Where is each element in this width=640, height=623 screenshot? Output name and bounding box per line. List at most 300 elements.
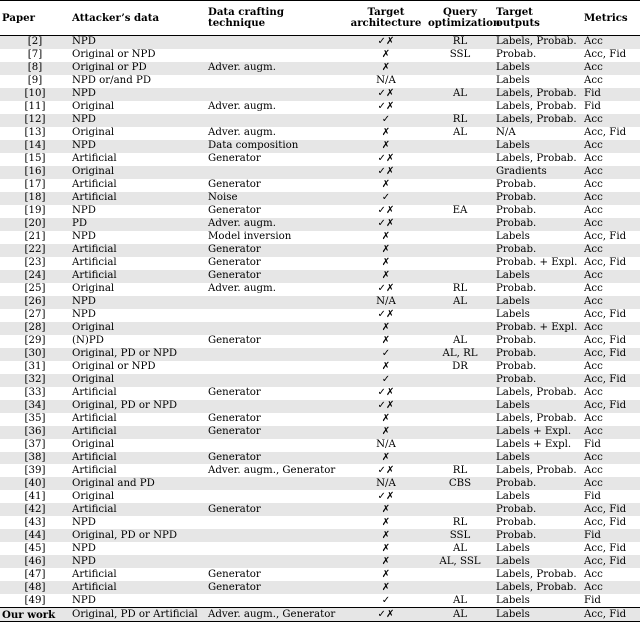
- table-row: [0, 555, 640, 568]
- cell-paper: [7]: [0, 49, 70, 62]
- cell-attacker-data: PD: [70, 218, 206, 231]
- cell-technique: [206, 75, 346, 88]
- cell-paper: [26]: [0, 296, 70, 309]
- cell-paper: [23]: [0, 257, 70, 270]
- cell-target-outputs: Probab.: [494, 361, 582, 374]
- cell-technique: Noise: [206, 192, 346, 205]
- table-row: [0, 101, 640, 114]
- cell-target-outputs: Labels: [494, 75, 582, 88]
- cell-paper: [30]: [0, 348, 70, 361]
- cell-architecture: N/A: [346, 296, 426, 309]
- table-row: [0, 244, 640, 257]
- cell-query-optimization: AL: [426, 542, 494, 555]
- cell-target-outputs: Labels, Probab.: [494, 581, 582, 594]
- cell-query-optimization: AL: [426, 594, 494, 607]
- cell-attacker-data: Artificial: [70, 257, 206, 270]
- cell-metrics: Acc: [582, 179, 640, 192]
- cell-technique: [206, 36, 346, 49]
- cell-attacker-data: NPD: [70, 309, 206, 322]
- cell-paper: [29]: [0, 335, 70, 348]
- table-row: [0, 192, 640, 205]
- cell-metrics: Acc: [582, 244, 640, 257]
- cell-paper: [35]: [0, 413, 70, 426]
- cell-paper: [19]: [0, 205, 70, 218]
- cell-technique: [206, 114, 346, 127]
- cell-target-outputs: Probab.: [494, 335, 582, 348]
- cell-attacker-data: Original: [70, 101, 206, 114]
- cell-paper: [21]: [0, 231, 70, 244]
- cell-metrics: Fid: [582, 88, 640, 101]
- cell-architecture: ✓✗: [346, 464, 426, 477]
- cell-paper: [45]: [0, 542, 70, 555]
- cell-attacker-data: Original: [70, 439, 206, 452]
- cell-architecture: ✗: [346, 413, 426, 426]
- cell-target-outputs: Probab.: [494, 348, 582, 361]
- cell-query-optimization: AL: [426, 335, 494, 348]
- cell-attacker-data: NPD: [70, 542, 206, 555]
- cell-metrics: Acc: [582, 322, 640, 335]
- cell-query-optimization: [426, 426, 494, 439]
- cell-architecture: ✗: [346, 361, 426, 374]
- table-row: [0, 387, 640, 400]
- cell-architecture: ✓✗: [346, 166, 426, 179]
- cell-technique: [206, 166, 346, 179]
- cell-metrics: Acc: [582, 581, 640, 594]
- table-row: [0, 218, 640, 231]
- cell-metrics: Acc, Fid: [582, 503, 640, 516]
- cell-metrics: Fid: [582, 594, 640, 607]
- table-row: [0, 413, 640, 426]
- cell-technique: [206, 348, 346, 361]
- table-row: [0, 231, 640, 244]
- cell-target-outputs: Probab.: [494, 192, 582, 205]
- cell-metrics: Acc: [582, 477, 640, 490]
- cell-attacker-data: NPD: [70, 36, 206, 49]
- cell-attacker-data: NPD: [70, 140, 206, 153]
- cell-query-optimization: SSL: [426, 529, 494, 542]
- cell-target-outputs: Probab.: [494, 244, 582, 257]
- table-row: [0, 439, 640, 452]
- cell-query-optimization: AL: [426, 88, 494, 101]
- cell-metrics: Acc, Fid: [582, 348, 640, 361]
- cell-query-optimization: CBS: [426, 477, 494, 490]
- table-row: [0, 179, 640, 192]
- cell-metrics: Acc: [582, 205, 640, 218]
- cell-architecture: ✓✗: [346, 608, 426, 622]
- cell-technique: Generator: [206, 270, 346, 283]
- cell-architecture: ✗: [346, 503, 426, 516]
- cell-query-optimization: [426, 257, 494, 270]
- cell-paper: [17]: [0, 179, 70, 192]
- cell-target-outputs: Probab.: [494, 503, 582, 516]
- cell-attacker-data: Artificial: [70, 179, 206, 192]
- table-row: [0, 477, 640, 490]
- cell-architecture: ✓✗: [346, 218, 426, 231]
- cell-paper: [20]: [0, 218, 70, 231]
- cell-attacker-data: Original or NPD: [70, 49, 206, 62]
- cell-target-outputs: Labels, Probab.: [494, 88, 582, 101]
- cell-paper: [24]: [0, 270, 70, 283]
- cell-attacker-data: Original: [70, 127, 206, 140]
- cell-target-outputs: Labels: [494, 62, 582, 75]
- cell-paper: [9]: [0, 75, 70, 88]
- cell-metrics: Acc: [582, 140, 640, 153]
- cell-attacker-data: NPD: [70, 594, 206, 607]
- header-row: [0, 1, 640, 36]
- cell-architecture: ✓: [346, 114, 426, 127]
- cell-attacker-data: Original or NPD: [70, 361, 206, 374]
- cell-metrics: Fid: [582, 101, 640, 114]
- cell-target-outputs: Labels, Probab.: [494, 153, 582, 166]
- cell-query-optimization: [426, 166, 494, 179]
- cell-paper: [28]: [0, 322, 70, 335]
- cell-attacker-data: Original: [70, 374, 206, 387]
- cell-target-outputs: Labels, Probab.: [494, 568, 582, 581]
- cell-architecture: ✗: [346, 179, 426, 192]
- cell-technique: [206, 594, 346, 607]
- cell-query-optimization: [426, 192, 494, 205]
- cell-query-optimization: [426, 244, 494, 257]
- cell-attacker-data: NPD: [70, 516, 206, 529]
- cell-target-outputs: Labels: [494, 542, 582, 555]
- cell-query-optimization: [426, 452, 494, 465]
- table-row: [0, 542, 640, 555]
- header-query-optimization: Query optimization: [426, 1, 494, 36]
- cell-paper: [42]: [0, 503, 70, 516]
- table-header: [0, 1, 640, 36]
- cell-target-outputs: Labels: [494, 231, 582, 244]
- header-data-crafting-technique: Data crafting technique: [206, 1, 346, 36]
- cell-architecture: N/A: [346, 75, 426, 88]
- cell-metrics: Fid: [582, 490, 640, 503]
- cell-query-optimization: [426, 581, 494, 594]
- table-row: [0, 529, 640, 542]
- cell-technique: Generator: [206, 153, 346, 166]
- table-body: [0, 36, 640, 622]
- cell-attacker-data: Original: [70, 283, 206, 296]
- cell-paper: [41]: [0, 490, 70, 503]
- table-row: [0, 516, 640, 529]
- table-row: [0, 608, 640, 622]
- cell-paper: [43]: [0, 516, 70, 529]
- cell-paper: [32]: [0, 374, 70, 387]
- cell-metrics: Acc, Fid: [582, 555, 640, 568]
- cell-attacker-data: Artificial: [70, 503, 206, 516]
- table-row: [0, 140, 640, 153]
- cell-metrics: Acc: [582, 361, 640, 374]
- cell-architecture: ✓: [346, 594, 426, 607]
- cell-metrics: Acc: [582, 270, 640, 283]
- cell-query-optimization: [426, 439, 494, 452]
- cell-attacker-data: Artificial: [70, 270, 206, 283]
- cell-query-optimization: RL: [426, 114, 494, 127]
- cell-query-optimization: AL, SSL: [426, 555, 494, 568]
- cell-technique: [206, 490, 346, 503]
- header-attacker-data: Attacker’s data: [70, 1, 206, 36]
- cell-target-outputs: Labels, Probab.: [494, 36, 582, 49]
- table-row: [0, 166, 640, 179]
- cell-architecture: ✓✗: [346, 205, 426, 218]
- cell-target-outputs: Probab.: [494, 205, 582, 218]
- cell-target-outputs: Probab.: [494, 49, 582, 62]
- cell-technique: [206, 400, 346, 413]
- cell-metrics: Acc, Fid: [582, 231, 640, 244]
- cell-query-optimization: [426, 503, 494, 516]
- cell-architecture: ✓✗: [346, 283, 426, 296]
- cell-query-optimization: SSL: [426, 49, 494, 62]
- cell-attacker-data: Original and PD: [70, 477, 206, 490]
- table-row: [0, 114, 640, 127]
- cell-query-optimization: RL: [426, 36, 494, 49]
- cell-architecture: ✗: [346, 516, 426, 529]
- cell-attacker-data: Artificial: [70, 464, 206, 477]
- header-target-outputs: Target outputs: [494, 1, 582, 36]
- cell-architecture: ✗: [346, 257, 426, 270]
- table-row: [0, 153, 640, 166]
- cell-target-outputs: Labels: [494, 555, 582, 568]
- table-row: [0, 49, 640, 62]
- cell-metrics: Acc: [582, 413, 640, 426]
- cell-technique: Generator: [206, 503, 346, 516]
- cell-architecture: ✓✗: [346, 36, 426, 49]
- cell-metrics: Fid: [582, 439, 640, 452]
- cell-paper: [25]: [0, 283, 70, 296]
- cell-technique: [206, 516, 346, 529]
- cell-paper: [15]: [0, 153, 70, 166]
- cell-attacker-data: Original, PD or NPD: [70, 529, 206, 542]
- cell-paper: [47]: [0, 568, 70, 581]
- cell-query-optimization: EA: [426, 205, 494, 218]
- cell-target-outputs: Probab. + Expl.: [494, 322, 582, 335]
- cell-technique: Generator: [206, 426, 346, 439]
- cell-technique: Generator: [206, 179, 346, 192]
- cell-paper: [18]: [0, 192, 70, 205]
- table-row: [0, 322, 640, 335]
- cell-metrics: Acc, Fid: [582, 608, 640, 622]
- cell-attacker-data: NPD: [70, 231, 206, 244]
- cell-technique: [206, 542, 346, 555]
- cell-metrics: Acc, Fid: [582, 400, 640, 413]
- cell-metrics: Acc, Fid: [582, 542, 640, 555]
- cell-attacker-data: NPD: [70, 114, 206, 127]
- table-row: [0, 374, 640, 387]
- cell-attacker-data: NPD: [70, 88, 206, 101]
- table-row: [0, 581, 640, 594]
- cell-metrics: Acc: [582, 114, 640, 127]
- cell-query-optimization: [426, 387, 494, 400]
- cell-architecture: ✓✗: [346, 153, 426, 166]
- cell-query-optimization: [426, 400, 494, 413]
- table-row: [0, 464, 640, 477]
- cell-technique: [206, 529, 346, 542]
- cell-query-optimization: [426, 568, 494, 581]
- cell-query-optimization: [426, 322, 494, 335]
- cell-paper: [10]: [0, 88, 70, 101]
- cell-architecture: N/A: [346, 439, 426, 452]
- cell-query-optimization: [426, 490, 494, 503]
- table-row: [0, 127, 640, 140]
- cell-architecture: ✓✗: [346, 101, 426, 114]
- cell-architecture: ✗: [346, 322, 426, 335]
- cell-target-outputs: Labels + Expl.: [494, 439, 582, 452]
- cell-metrics: Acc: [582, 153, 640, 166]
- cell-target-outputs: Probab. + Expl.: [494, 257, 582, 270]
- cell-architecture: ✓✗: [346, 387, 426, 400]
- cell-query-optimization: [426, 179, 494, 192]
- table-row: [0, 348, 640, 361]
- header-target-architecture: Target architecture: [346, 1, 426, 36]
- cell-query-optimization: DR: [426, 361, 494, 374]
- cell-metrics: Acc: [582, 426, 640, 439]
- cell-attacker-data: Original, PD or NPD: [70, 400, 206, 413]
- cell-metrics: Acc: [582, 218, 640, 231]
- table-row: [0, 568, 640, 581]
- cell-technique: Generator: [206, 387, 346, 400]
- cell-architecture: ✗: [346, 49, 426, 62]
- cell-attacker-data: NPD: [70, 555, 206, 568]
- cell-attacker-data: Original: [70, 490, 206, 503]
- table-row: [0, 62, 640, 75]
- cell-architecture: ✓✗: [346, 309, 426, 322]
- cell-target-outputs: Probab.: [494, 179, 582, 192]
- cell-metrics: Acc: [582, 192, 640, 205]
- cell-technique: [206, 309, 346, 322]
- cell-paper: [27]: [0, 309, 70, 322]
- cell-paper: [31]: [0, 361, 70, 374]
- cell-metrics: Acc: [582, 166, 640, 179]
- cell-attacker-data: Artificial: [70, 153, 206, 166]
- cell-paper: [37]: [0, 439, 70, 452]
- table-row: [0, 75, 640, 88]
- cell-target-outputs: Probab.: [494, 516, 582, 529]
- cell-paper: [34]: [0, 400, 70, 413]
- cell-target-outputs: Labels, Probab.: [494, 464, 582, 477]
- cell-metrics: Acc: [582, 62, 640, 75]
- table-row: [0, 426, 640, 439]
- cell-technique: [206, 477, 346, 490]
- cell-technique: Generator: [206, 452, 346, 465]
- cell-query-optimization: AL: [426, 127, 494, 140]
- table-row: [0, 283, 640, 296]
- cell-target-outputs: Labels: [494, 490, 582, 503]
- cell-paper: [11]: [0, 101, 70, 114]
- cell-technique: Data composition: [206, 140, 346, 153]
- cell-architecture: ✗: [346, 426, 426, 439]
- cell-architecture: ✗: [346, 555, 426, 568]
- cell-architecture: ✗: [346, 244, 426, 257]
- cell-paper: [8]: [0, 62, 70, 75]
- table-row: [0, 361, 640, 374]
- cell-target-outputs: Labels + Expl.: [494, 426, 582, 439]
- cell-paper: Our work: [0, 608, 70, 622]
- cell-architecture: ✗: [346, 568, 426, 581]
- table-row: [0, 309, 640, 322]
- cell-technique: Generator: [206, 581, 346, 594]
- cell-paper: [39]: [0, 464, 70, 477]
- cell-metrics: Acc: [582, 36, 640, 49]
- cell-attacker-data: Original: [70, 166, 206, 179]
- table-row: [0, 335, 640, 348]
- cell-paper: [14]: [0, 140, 70, 153]
- cell-target-outputs: Labels: [494, 452, 582, 465]
- cell-architecture: ✗: [346, 62, 426, 75]
- cell-architecture: ✓: [346, 348, 426, 361]
- cell-attacker-data: Artificial: [70, 568, 206, 581]
- cell-query-optimization: [426, 413, 494, 426]
- cell-technique: Adver. augm.: [206, 62, 346, 75]
- cell-paper: [2]: [0, 36, 70, 49]
- cell-query-optimization: AL, RL: [426, 348, 494, 361]
- cell-target-outputs: Labels, Probab.: [494, 114, 582, 127]
- cell-architecture: ✓✗: [346, 88, 426, 101]
- cell-target-outputs: Labels: [494, 594, 582, 607]
- cell-attacker-data: Original: [70, 322, 206, 335]
- cell-paper: [48]: [0, 581, 70, 594]
- cell-target-outputs: Labels: [494, 608, 582, 622]
- cell-paper: [36]: [0, 426, 70, 439]
- header-paper: Paper: [0, 1, 70, 36]
- cell-paper: [16]: [0, 166, 70, 179]
- cell-query-optimization: AL: [426, 608, 494, 622]
- cell-metrics: Acc, Fid: [582, 309, 640, 322]
- cell-query-optimization: RL: [426, 516, 494, 529]
- cell-query-optimization: [426, 309, 494, 322]
- cell-technique: Generator: [206, 335, 346, 348]
- cell-architecture: N/A: [346, 477, 426, 490]
- cell-paper: [22]: [0, 244, 70, 257]
- cell-technique: [206, 49, 346, 62]
- cell-architecture: ✗: [346, 529, 426, 542]
- cell-technique: Adver. augm., Generator: [206, 608, 346, 622]
- cell-architecture: ✗: [346, 270, 426, 283]
- cell-architecture: ✓: [346, 192, 426, 205]
- cell-query-optimization: [426, 75, 494, 88]
- cell-query-optimization: [426, 218, 494, 231]
- table-row: [0, 205, 640, 218]
- cell-target-outputs: Labels: [494, 270, 582, 283]
- cell-architecture: ✗: [346, 581, 426, 594]
- table-row: [0, 400, 640, 413]
- cell-metrics: Acc: [582, 387, 640, 400]
- cell-target-outputs: Probab.: [494, 218, 582, 231]
- cell-technique: Generator: [206, 244, 346, 257]
- cell-target-outputs: Probab.: [494, 477, 582, 490]
- cell-target-outputs: N/A: [494, 127, 582, 140]
- cell-technique: [206, 88, 346, 101]
- cell-paper: [40]: [0, 477, 70, 490]
- cell-technique: [206, 322, 346, 335]
- table-row: [0, 594, 640, 607]
- cell-attacker-data: Artificial: [70, 387, 206, 400]
- table-row: [0, 88, 640, 101]
- cell-target-outputs: Labels: [494, 400, 582, 413]
- cell-paper: [44]: [0, 529, 70, 542]
- cell-query-optimization: [426, 374, 494, 387]
- cell-metrics: Acc: [582, 568, 640, 581]
- cell-paper: [33]: [0, 387, 70, 400]
- cell-query-optimization: RL: [426, 283, 494, 296]
- table-row: [0, 296, 640, 309]
- cell-target-outputs: Gradients: [494, 166, 582, 179]
- cell-technique: Adver. augm., Generator: [206, 464, 346, 477]
- cell-attacker-data: Original or PD: [70, 62, 206, 75]
- cell-target-outputs: Labels, Probab.: [494, 101, 582, 114]
- table-row: [0, 257, 640, 270]
- cell-metrics: Fid: [582, 529, 640, 542]
- cell-attacker-data: NPD or/and PD: [70, 75, 206, 88]
- cell-architecture: ✗: [346, 231, 426, 244]
- cell-attacker-data: Original, PD or NPD: [70, 348, 206, 361]
